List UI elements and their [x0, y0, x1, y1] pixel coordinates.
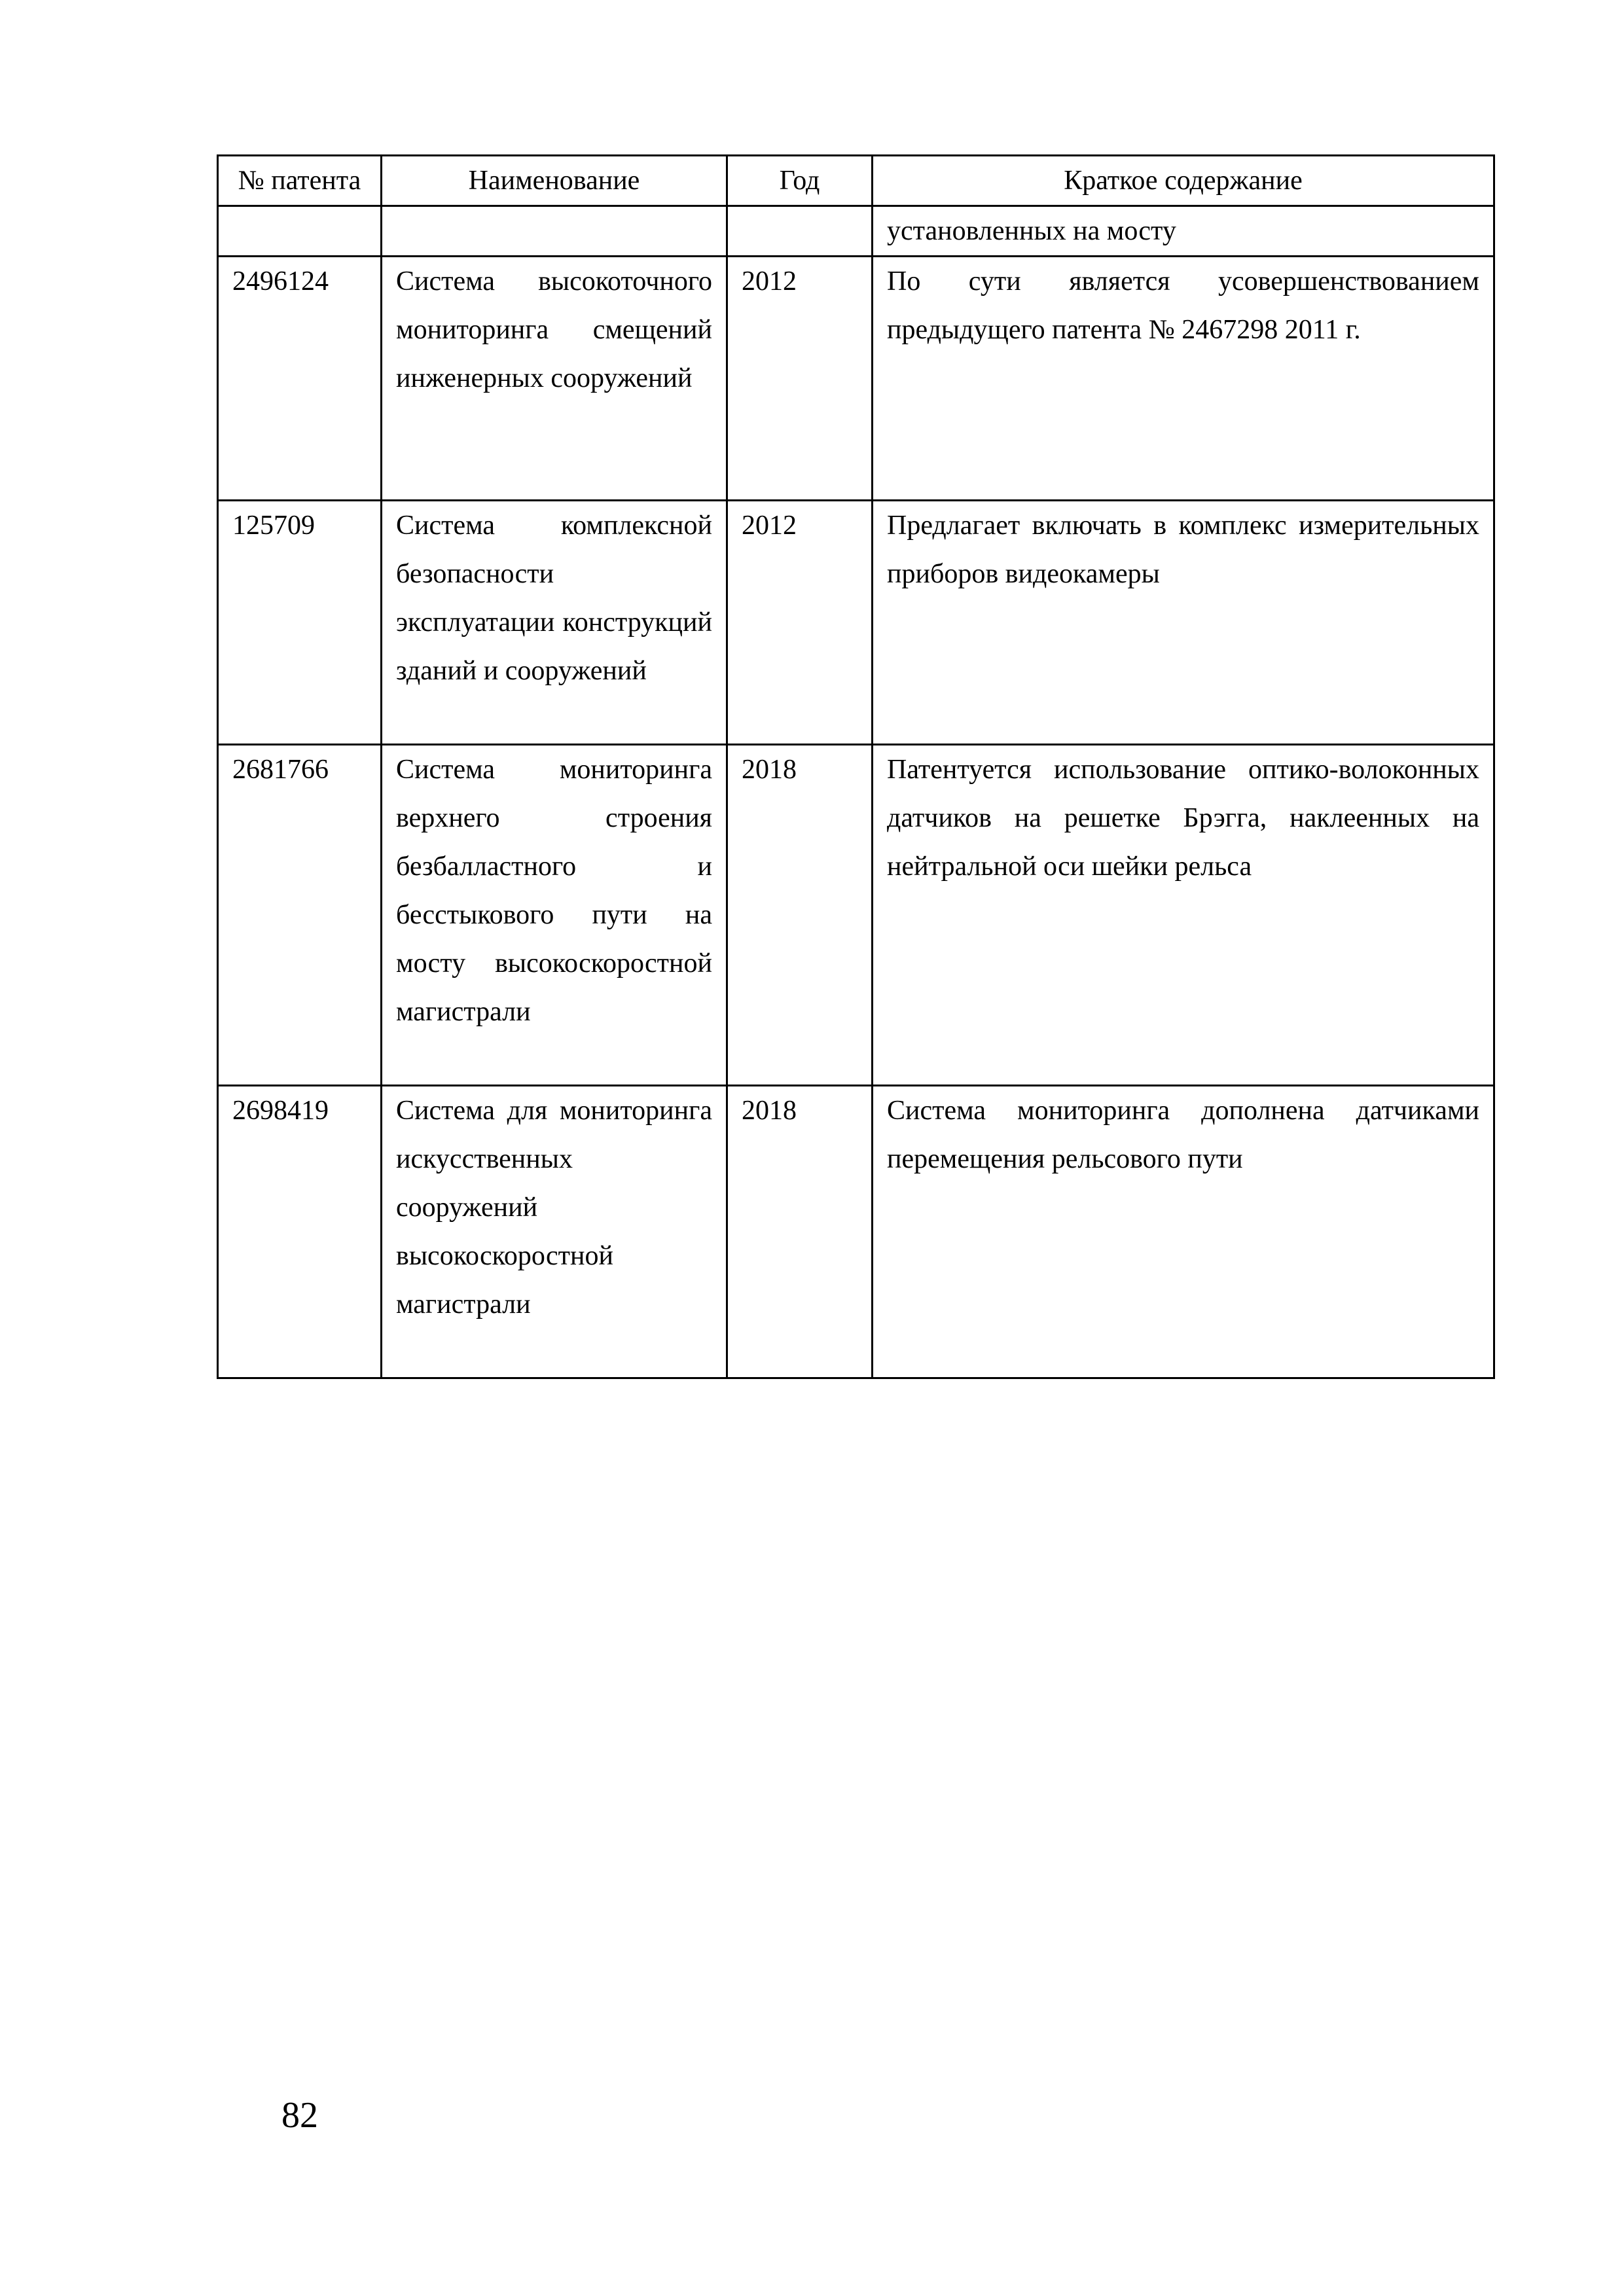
table-row	[218, 257, 1494, 501]
table-row-continuation	[218, 206, 1494, 257]
cell-year: 2018	[727, 1086, 873, 1378]
cell-name: Система мониторинга верхнего строения безбалластного и бесстыкового пути на мосту высокоскоростной магистрали	[382, 745, 727, 1086]
cell-name: Система высокоточного мониторинга смещений инженерных сооружений	[382, 257, 727, 501]
patents-table	[217, 154, 1495, 1379]
cell-patent-number: 2698419	[218, 1086, 382, 1378]
table-row	[218, 501, 1494, 745]
cell-patent-number	[218, 206, 382, 257]
table-row	[218, 1086, 1494, 1378]
header-description: Краткое содержание	[873, 156, 1494, 206]
cell-description: установленных на мосту	[873, 206, 1494, 257]
cell-year: 2012	[727, 501, 873, 745]
table-header-row	[218, 156, 1494, 206]
cell-name: Система комплексной безопасности эксплуатации конструкций зданий и сооружений	[382, 501, 727, 745]
cell-name	[382, 206, 727, 257]
cell-description: Предлагает включать в комплекс измерительных приборов видеокамеры	[873, 501, 1494, 745]
cell-description: По сути является усовершенствованием предыдущего патента № 2467298 2011 г.	[873, 257, 1494, 501]
header-patent-number: № патента	[218, 156, 382, 206]
cell-year	[727, 206, 873, 257]
cell-description: Патентуется использование оптико-волоконных датчиков на решетке Брэгга, наклеенных на нейтральной оси шейки рельса	[873, 745, 1494, 1086]
cell-patent-number: 2496124	[218, 257, 382, 501]
cell-description: Система мониторинга дополнена датчиками перемещения рельсового пути	[873, 1086, 1494, 1378]
cell-patent-number: 2681766	[218, 745, 382, 1086]
header-year: Год	[727, 156, 873, 206]
table-row	[218, 745, 1494, 1086]
cell-patent-number: 125709	[218, 501, 382, 745]
header-name: Наименование	[382, 156, 727, 206]
cell-year: 2018	[727, 745, 873, 1086]
cell-year: 2012	[727, 257, 873, 501]
cell-name: Система для мониторинга искусственных сооружений высокоскоростной магистрали	[382, 1086, 727, 1378]
page-number: 82	[281, 2095, 318, 2136]
